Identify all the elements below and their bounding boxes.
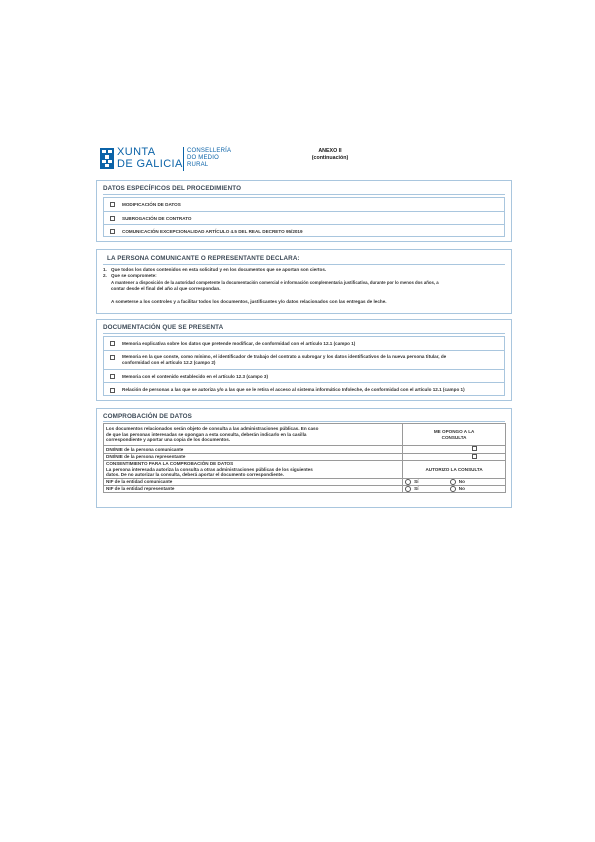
logo-xunta-text: XUNTA	[117, 146, 156, 158]
intro-line: Los documentos relacionados serán objeto de consulta a las administraciones públicas. En caso	[106, 426, 319, 432]
anexo-title: ANEXO II	[318, 148, 342, 154]
document-checkbox[interactable]	[110, 355, 115, 360]
document-label: Memoria explicativa sobre los datos que pretende modificar, de conformidad con el artículo 12.1 (campo 1)	[122, 340, 356, 346]
document-label-continued: conformidad con el artículo 12.2 (campo 2)	[122, 360, 216, 365]
title-divider	[103, 264, 505, 265]
oppose-checkbox[interactable]	[472, 454, 477, 459]
document-label: Memoria en la que conste, como mínimo, el identificador de trabajo del contrato a subrogar y los datos identificativos de la nueva persona titular, de	[122, 354, 447, 359]
consult-intro	[104, 424, 403, 446]
list-item[interactable]	[104, 337, 504, 350]
consent-block	[104, 461, 403, 479]
section-declara	[96, 249, 512, 314]
no-label: No	[458, 486, 465, 492]
option-label: MODIFICACIÓN DE DATOS	[122, 201, 181, 207]
consent-line: datos. De no autorizar la consulta, deberá aportar el documento correspondiente.	[106, 472, 284, 478]
section-title: DOCUMENTACIÓN QUE SE PRESENTA	[103, 324, 224, 331]
oppose-header	[403, 424, 506, 446]
logo-galicia-text: DE GALICIA	[117, 158, 183, 170]
document-label: Relación de personas a las que se autoriza y/o a las que se le retira el acceso al sistema informático Infoleche, de conformidad con el artículo 12.1 (campo 1)	[122, 387, 465, 392]
yes-radio[interactable]	[405, 479, 411, 485]
list-item[interactable]	[104, 350, 504, 369]
document-checkbox[interactable]	[110, 388, 115, 393]
table-row	[104, 479, 506, 486]
intro-line: de que las personas interesadas se opongan a esta consulta, deberán indicarlo en la casilla	[106, 431, 307, 437]
department-line-3: RURAL	[187, 162, 209, 168]
documents-list	[103, 336, 505, 396]
oppose-cell	[403, 453, 506, 461]
no-radio[interactable]	[450, 479, 456, 485]
anexo-heading	[300, 148, 360, 162]
table-row	[104, 461, 506, 479]
department-line-1: CONSELLERÍA	[187, 148, 232, 154]
list-item[interactable]	[104, 382, 504, 396]
option-checkbox[interactable]	[110, 229, 115, 234]
section-title: LA PERSONA COMUNICANTE O REPRESENTANTE DECLARA:	[107, 255, 300, 262]
item-number: 1.	[103, 267, 107, 272]
section-documentacion	[96, 319, 512, 401]
option-checkbox[interactable]	[110, 202, 115, 207]
document-checkbox[interactable]	[110, 374, 115, 379]
galicia-flag-icon	[100, 148, 114, 169]
no-radio[interactable]	[450, 486, 456, 492]
yes-label: Sí	[414, 486, 419, 492]
yes-label: Sí	[414, 479, 419, 485]
oppose-header-line: CONSULTA	[441, 434, 467, 440]
data-check-table	[103, 423, 506, 493]
oppose-header-line: ME OPONGO A LA	[433, 428, 475, 434]
item-number: 2.	[103, 273, 107, 278]
list-item[interactable]	[104, 198, 504, 211]
section-comprobacion	[96, 408, 512, 508]
dni-representante-label: DNI/NIE de la persona representante	[104, 453, 403, 461]
commitment-line-2: contar desde el final del año al que correspondan.	[111, 286, 221, 291]
declaration-item-2: Que se compromete:	[111, 273, 157, 278]
title-divider	[103, 333, 505, 334]
list-item[interactable]	[104, 224, 504, 237]
commitment-line-1: A mantener a disposición de la autoridad competente la documentación comercial e información complementaria justificativa, durante por lo menos dos años, a	[111, 280, 439, 285]
oppose-cell	[403, 446, 506, 454]
section-title: COMPROBACIÓN DE DATOS	[103, 413, 192, 420]
oppose-checkbox[interactable]	[472, 446, 477, 451]
table-row	[104, 424, 506, 446]
table-row	[104, 453, 506, 461]
yes-radio[interactable]	[405, 486, 411, 492]
document-label: Memoria con el contenido establecido en el artículo 12.3 (campo 3)	[122, 373, 269, 379]
department-line-2: DO MEDIO	[187, 155, 219, 161]
table-row	[104, 446, 506, 454]
title-divider	[103, 421, 505, 422]
nif-representante-label: NIF de la entidad representante	[104, 486, 403, 493]
list-item[interactable]	[104, 369, 504, 382]
option-checkbox[interactable]	[110, 216, 115, 221]
options-list	[103, 197, 505, 237]
consent-title: CONSENTIMIENTO PARA LA COMPROBACIÓN DE DATOS	[106, 461, 234, 467]
table-row	[104, 486, 506, 493]
section-datos-especificos	[96, 180, 512, 242]
option-label: SUBROGACIÓN DE CONTRATO	[122, 215, 192, 221]
nif-comunicante-label: NIF de la entidad comunicante	[104, 479, 403, 486]
commitment-controls: A someterse a los controles y a facilitar todos los documentos, justificantes y/o datos relacionados con las entregas de leche.	[111, 299, 387, 304]
declaration-item-1: Que todos los datos contenidos en esta solicitud y en los documentos que se aportan son ciertos.	[111, 267, 327, 272]
authorize-options	[403, 479, 506, 486]
authorize-header: AUTORIZO LA CONSULTA	[403, 461, 506, 479]
section-title: DATOS ESPECÍFICOS DEL PROCEDIMIENTO	[103, 185, 242, 192]
authorize-options	[403, 486, 506, 493]
no-label: No	[458, 479, 465, 485]
option-label: COMUNICACIÓN EXCEPCIONALIDAD ARTÍCULO 4.5 DEL REAL DECRETO 95/2019	[122, 228, 303, 234]
consent-line: La persona interesada autoriza la consulta a otras administraciones públicas de los siguientes	[106, 466, 313, 472]
dni-comunicante-label: DNI/NIE de la persona comunicante	[104, 446, 403, 454]
document-checkbox[interactable]	[110, 341, 115, 346]
list-item[interactable]	[104, 211, 504, 224]
title-divider	[103, 194, 505, 195]
intro-line: correspondiente y aportar una copia de los documentos.	[106, 437, 231, 443]
anexo-subtitle: (continuación)	[311, 155, 349, 161]
logo-separator	[183, 147, 184, 171]
xunta-logo	[100, 146, 240, 172]
